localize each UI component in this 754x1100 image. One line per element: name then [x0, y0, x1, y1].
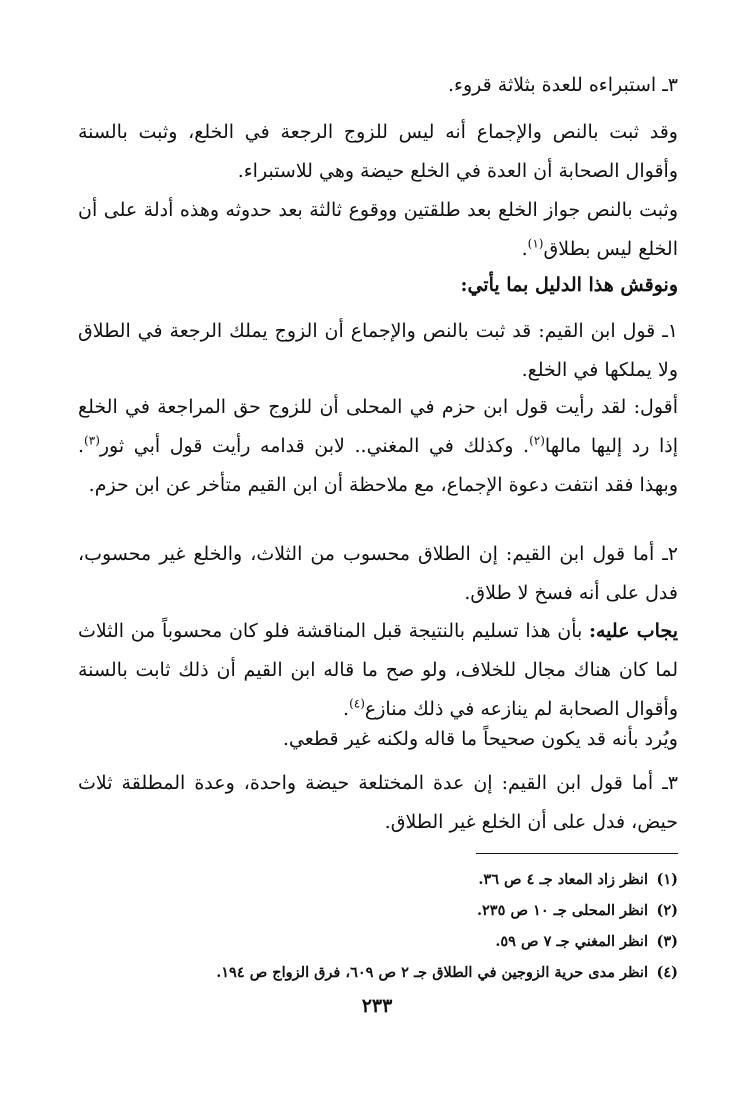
paragraph-text: ١ـ قول ابن القيم: قد ثبت بالنص والإجماع أن الزوج يملك الرجعة في الطلاق ولا يملكها في الخلع.: [78, 320, 678, 381]
paragraph: [78, 388, 678, 505]
paragraph-text-continued: . وكذلك في المغني.. لابن قدامه رأيت قول أبي ثور: [99, 435, 530, 457]
footnote: [78, 895, 678, 926]
heading-text: ونوقش هذا الدليل بما يأتي:: [460, 274, 678, 296]
paragraph-text: أقول: لقد رأيت قول ابن حزم في المحلى أن للزوج حق المراجعة في الخلع إذا رد إليها مالها: [78, 396, 678, 457]
paragraph: [78, 191, 678, 269]
footnote: [78, 864, 678, 895]
footnote-separator: [476, 853, 678, 854]
paragraph: [78, 612, 678, 729]
section-heading: [78, 266, 678, 305]
paragraph: [78, 535, 678, 613]
paragraph-text-continued: . وبهذا فقد انتفت دعوة الإجماع، مع ملاحظة أن ابن القيم متأخر عن ابن حزم.: [78, 435, 678, 496]
footnote-number: (١): [656, 871, 678, 888]
footnote-number: (٣): [656, 933, 678, 950]
page-number: ٢٣٣: [361, 995, 393, 1017]
footnote: [78, 957, 678, 988]
footnote-ref: (٣): [84, 433, 100, 448]
footnote-text: انظر المحلى جـ ١٠ ص ٢٣٥.: [476, 902, 648, 919]
paragraph-text: وثبت بالنص جواز الخلع بعد طلقتين ووقوع ثالثة بعد حدوثه وهذه أدلة على أن الخلع ليس بطلاق: [78, 199, 678, 260]
paragraph-lead: يجاب عليه:: [588, 620, 678, 642]
paragraph-text: ٣ـ أما قول ابن القيم: إن عدة المختلعة حيضة واحدة، وعدة المطلقة ثلاث حيض، فدل على أن الخلع غير الطلاق.: [78, 772, 678, 833]
paragraph-text: بأن هذا تسليم بالنتيجة قبل المناقشة فلو كان محسوباً من الثلاث لما كان هناك مجال للخلاف، ولو صح ما قاله ابن القيم أن ذلك ثابت بالسنة وأقوال الصحابة لم ينازعه في ذلك منازع: [78, 620, 678, 720]
footnote-text: انظر مدى حرية الزوجين في الطلاق جـ ٢ ص ٦٠٩، فرق الزواج ص ١٩٤.: [216, 964, 648, 981]
paragraph: [78, 764, 678, 842]
footnote-number: (٢): [656, 902, 678, 919]
footnote-text: انظر المغني جـ ٧ ص ٥٩.: [495, 933, 648, 950]
paragraph: [78, 720, 678, 759]
paragraph-text: ٢ـ أما قول ابن القيم: إن الطلاق محسوب من الثلاث، والخلع غير محسوب، فدل على أنه فسخ لا طلاق.: [78, 543, 678, 604]
paragraph-text: ويُرد بأنه قد يكون صحيحاً ما قاله ولكنه غير قطعي.: [282, 728, 678, 750]
footnote-ref: (٤): [349, 696, 365, 711]
paragraph: [78, 66, 678, 105]
footnote-number: (٤): [656, 964, 678, 981]
footnote-ref: (١): [527, 236, 544, 251]
paragraph: [78, 312, 678, 390]
footnote-ref: (٢): [529, 433, 545, 448]
paragraph-end: .: [521, 238, 528, 260]
paragraph-end: .: [343, 698, 350, 720]
paragraph-text: وقد ثبت بالنص والإجماع أنه ليس للزوج الرجعة في الخلع، وثبت بالسنة وأقوال الصحابة أن العدة في الخلع حيضة وهي للاستبراء.: [78, 121, 678, 182]
footnote-text: انظر زاد المعاد جـ ٤ ص ٣٦.: [478, 871, 648, 888]
footnote: [78, 926, 678, 957]
paragraph-text: ٣ـ استبراءه للعدة بثلاثة قروء.: [448, 74, 678, 96]
footnotes: [78, 864, 678, 988]
paragraph: [78, 113, 678, 191]
